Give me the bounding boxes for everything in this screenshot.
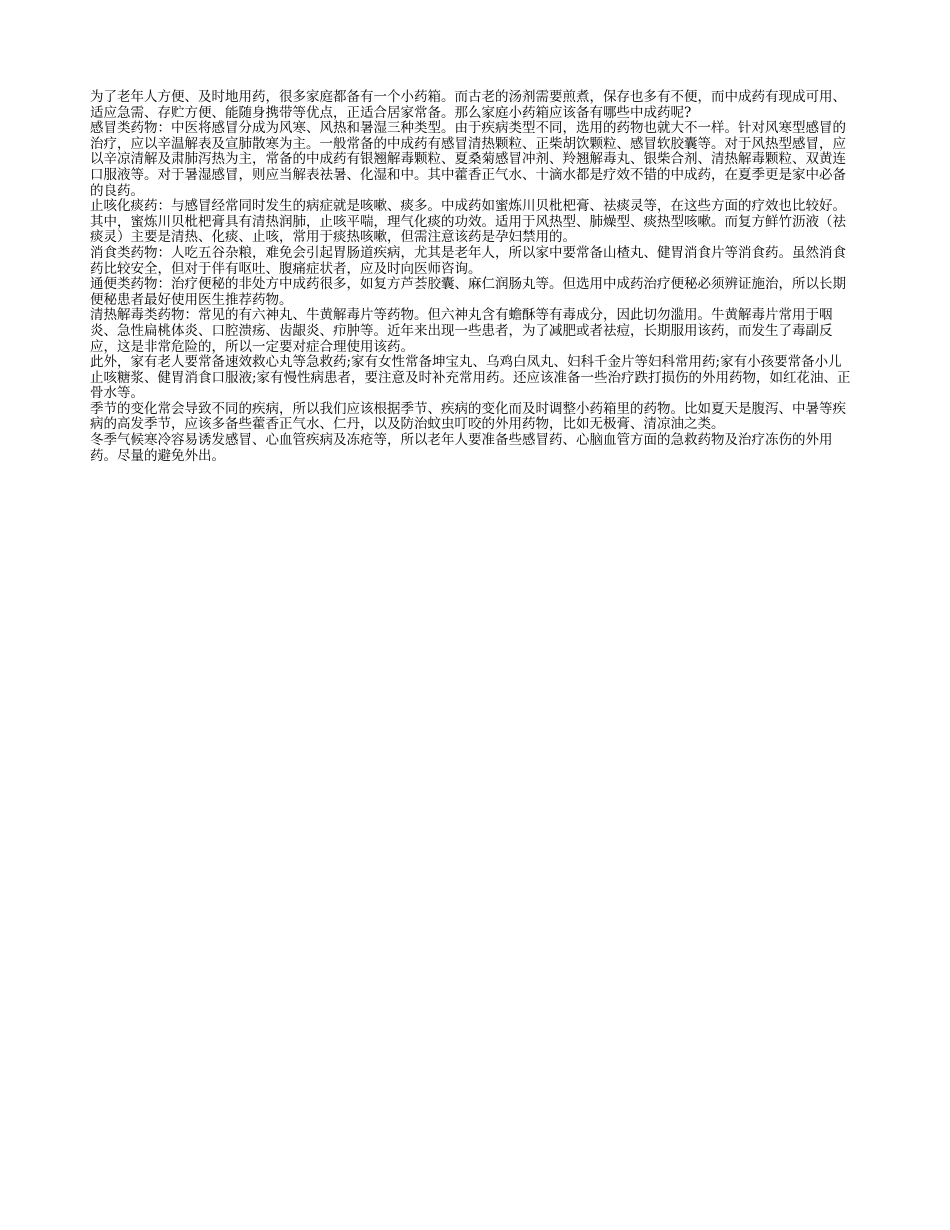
paragraph-family-needs: 此外，家有老人要常备速效救心丸等急救药;家有女性常备坤宝丸、乌鸡白凤丸、妇科千金片等妇科常用药;家有小孩要常备小儿止咳糖浆、健胃消食口服液;家有慢性病患者，要注意及时补充常用药。还应该准备一些治疗跌打损伤的外用药物，如红花油、正骨水等。 <box>90 354 851 402</box>
paragraph-detox-medicine: 清热解毒类药物：常见的有六神丸、牛黄解毒片等药物。但六神丸含有蟾酥等有毒成分，因此切勿滥用。牛黄解毒片常用于咽炎、急性扁桃体炎、口腔溃疡、齿龈炎、疖肿等。近年来出现一些患者，为了减肥或者祛痘，长期服用该药，而发生了毒副反应，这是非常危险的，所以一定要对症合理使用该药。 <box>90 307 833 355</box>
paragraph-seasonal-winter: 冬季气候寒冷容易诱发感冒、心血管疾病及冻疮等，所以老年人要准备些感冒药、心脑血管方面的急救药物及治疗冻伤的外用药。尽量的避免外出。 <box>90 432 833 464</box>
paragraph-seasonal-summer: 季节的变化常会导致不同的疾病，所以我们应该根据季节、疾病的变化而及时调整小药箱里的药物。比如夏天是腹泻、中暑等疾病的高发季节，应该多备些藿香正气水、仁丹，以及防治蚊虫叮咬的外用药物，比如无极膏、清凉油之类。 <box>90 400 846 433</box>
paragraph-cough-medicine: 止咳化痰药：与感冒经常同时发生的病症就是咳嗽、痰多。中成药如蜜炼川贝枇杷膏、祛痰灵等，在这些方面的疗效也比较好。 <box>90 198 846 215</box>
document-body <box>90 90 852 464</box>
paragraph-digestive-medicine: 消食类药物：人吃五谷杂粮，难免会引起胃肠道疾病，尤其是老年人，所以家中要常备山楂丸、健胃消食片等消食药。虽然消食药比较安全，但对于伴有呕吐、腹痛症状者，应及时向医师咨询。 <box>90 244 846 277</box>
paragraph-laxative-medicine: 通便类药物：治疗便秘的非处方中成药很多，如复方芦荟胶囊、麻仁润肠丸等。但选用中成药治疗便秘必须辨证施治，所以长期便秘患者最好使用医生推荐药物。 <box>90 276 846 308</box>
paragraph-intro: 为了老年人方便、及时地用药，很多家庭都备有一个小药箱。而古老的汤剂需要煎煮，保存也多有不便，而中成药有现成可用、适应急需、存贮方便、能随身携带等优点，正适合居家常备。那么家庭小药箱应该备有哪些中成药呢? <box>90 89 846 121</box>
paragraph-cold-medicine: 感冒类药物：中医将感冒分成为风寒、风热和暑湿三种类型。由于疾病类型不同，选用的药物也就大不一样。针对风寒型感冒的治疗，应以辛温解表及宣肺散寒为主。一般常备的中成药有感冒清热颗粒、正柴胡饮颗粒、感冒软胶囊等。对于风热型感冒，应以辛凉清解及肃肺泻热为主，常备的中成药有银翘解毒颗粒、夏桑菊感冒冲剂、羚翘解毒丸、银柴合剂、清热解毒颗粒、双黄连口服液等。对于暑湿感冒，则应当解表祛暑、化湿和中。其中藿香正气水、十滴水都是疗效不错的中成药，在夏季更是家中必备的良药。 <box>90 120 846 199</box>
paragraph-cough-detail: 其中，蜜炼川贝枇杷膏具有清热润肺，止咳平喘，理气化痰的功效。适用于风热型、肺燥型、痰热型咳嗽。而复方鲜竹沥液（祛痰灵）主要是清热、化痰、止咳，常用于痰热咳嗽，但需注意该药是孕妇禁用的。 <box>90 213 846 246</box>
